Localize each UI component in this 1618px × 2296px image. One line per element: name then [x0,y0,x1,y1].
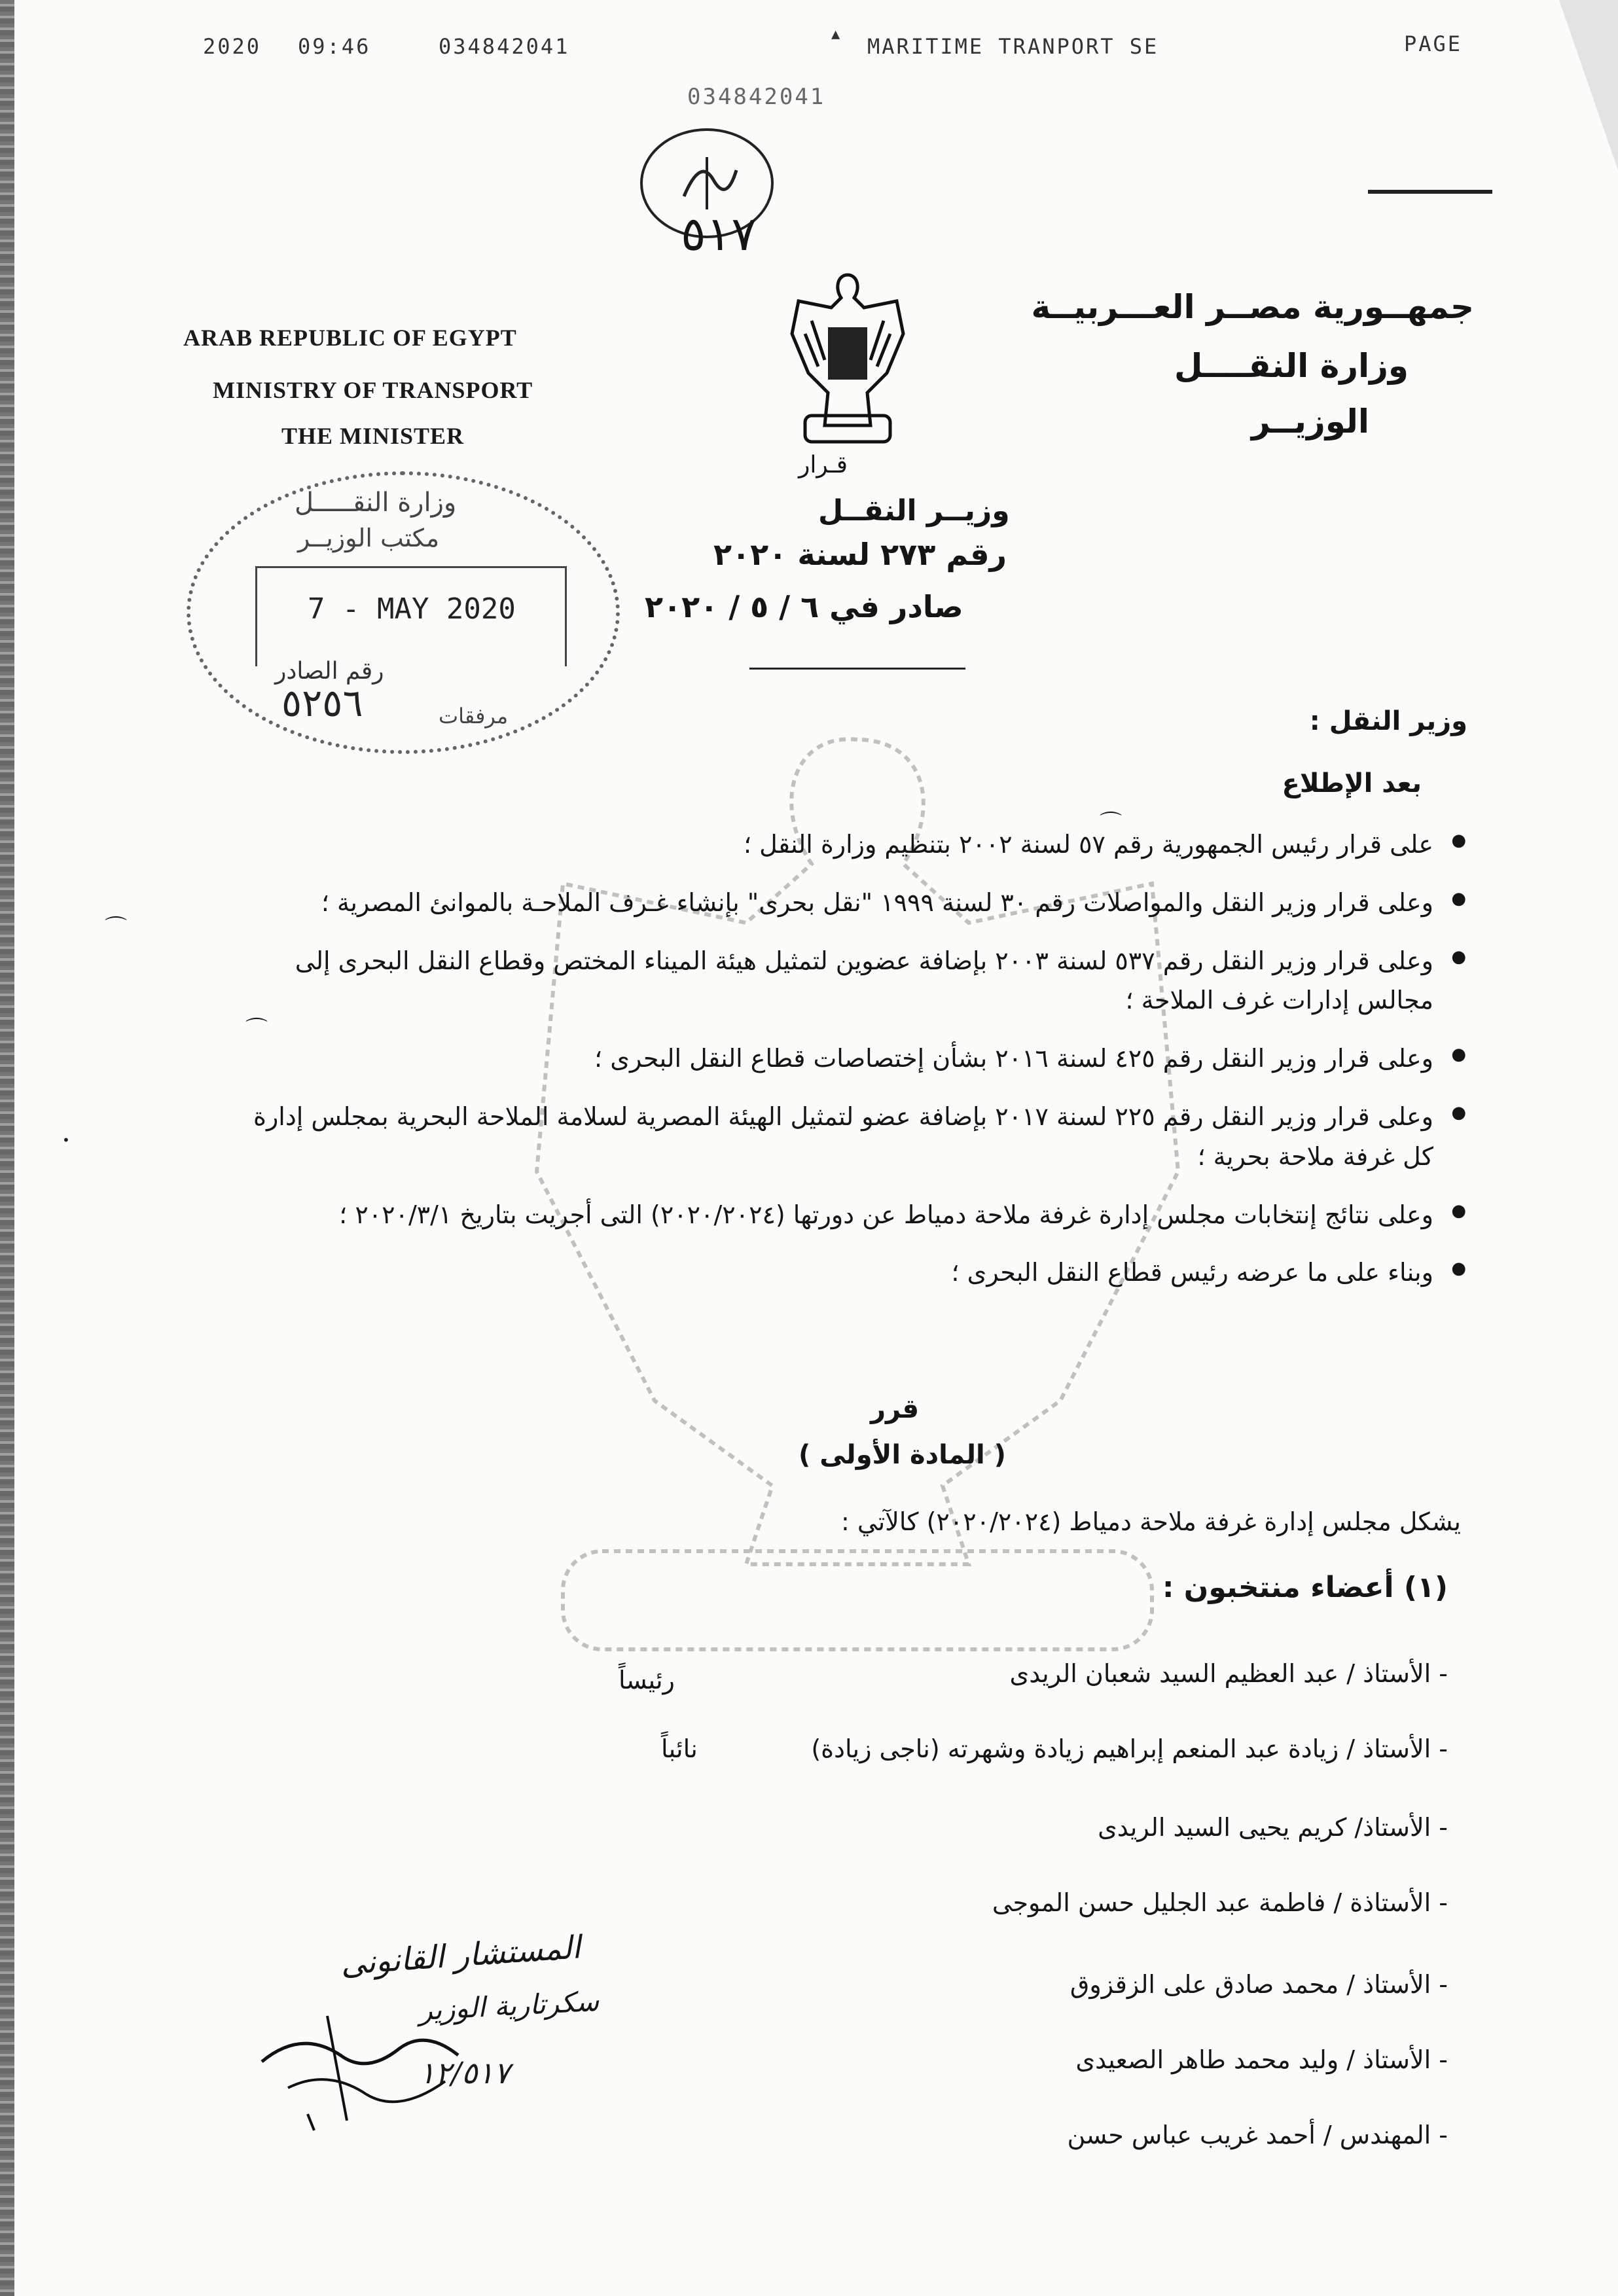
stamp-date: 7 - MAY 2020 [308,592,516,626]
fax-time: 09:46 [298,34,371,59]
eagle-emblem-icon [772,262,923,458]
handwritten-signature [249,1990,484,2134]
fax-number-secondary: 034842041 [687,84,826,110]
body-after-review: بعد الإطلاع [1282,768,1422,798]
review-item: ● وعلى قرار وزير النقل رقم ٤٢٥ لسنة ٢٠١٦ بشأن إختصاصات قطاع النقل البحرى ؛ [249,1039,1466,1079]
review-item: ● على قرار رئيس الجمهورية رقم ٥٧ لسنة ٢٠٠٢ بتنظيم وزارة النقل ؛ [249,825,1466,865]
stamp-out-label: رقم الصادر [275,658,384,685]
letterhead-en-ministry: MINISTRY OF TRANSPORT [213,377,533,403]
article-one-heading: ( المادة الأولى ) [799,1440,1006,1470]
member-name: - الأستاذ / محمد صادق على الزقزوق [1070,1970,1448,1999]
member-role: رئيساً [619,1666,675,1695]
fax-page-label: PAGE [1404,31,1463,56]
review-item: ● وعلى قرار وزير النقل والمواصلات رقم ٣٠ لسنة ١٩٩٩ "نقل بحرى" بإنشاء غـرف الملاحـة بالموانئ المصرية ؛ [249,883,1466,923]
review-item: ● وعلى قرار وزير النقل رقم ٥٣٧ لسنة ٢٠٠٣ بإضافة عضوين لتمثيل هيئة الميناء المختص وقطاع النقل البحرى إلى مجالس إدارات غرف الملاحة ؛ [249,941,1466,1021]
signature-secretariat: سكرتارية الوزير [418,1984,600,2027]
margin-mark: ⌒ [245,1016,268,1043]
triangle-icon: ▲ [831,26,842,43]
top-rule [1368,190,1492,194]
member-name: - الأستاذ / زيادة عبد المنعم إبراهيم زيادة وشهرته (ناجى زيادة) [811,1734,1448,1763]
stamp-attachments: مرفقات [439,704,509,728]
margin-mark: ⌒ [1100,810,1122,836]
margin-mark: • [62,1132,70,1148]
member-name: - الأستاذ / عبد العظيم السيد شعبان الريدى [1009,1659,1448,1688]
signature-number: ١٢/٥١٧ [419,2055,511,2090]
formation-text: يشكل مجلس إدارة غرفة ملاحة دمياط (٢٠٢٠/٢٠٢٤) كالآتي : [841,1507,1461,1536]
fax-sender: MARITIME TRANPORT SE [867,34,1159,59]
review-item: ● وعلى قرار وزير النقل رقم ٢٢٥ لسنة ٢٠١٧ بإضافة عضو لتمثيل الهيئة المصرية لسلامة الملاحة البحرية بمجلس إدارة كل غرفة ملاحة بحرية ؛ [249,1097,1466,1177]
page-corner-fold [1559,0,1618,170]
handwritten-number: ٥١٧ [681,206,757,261]
fax-date: 2020 [203,34,262,59]
member-name: - الأستاذ / وليد محمد طاهر الصعيدى [1075,2045,1448,2074]
body-minister-line: وزير النقل : [1309,706,1467,736]
decree-date: صادر في ٦ / ٥ / ٢٠٢٠ [645,589,963,624]
elected-members-heading: (١) أعضاء منتخبون : [1162,1571,1448,1604]
member-name: - الأستاذة / فاطمة عبد الجليل حسن الموجى [992,1888,1448,1917]
decree-number: رقم ٢٧٣ لسنة ٢٠٢٠ [713,537,1007,572]
decree-underline [749,668,965,670]
member-role: نائباً [661,1734,698,1763]
stamp-out-number: ٥٢٥٦ [281,681,363,725]
emblem-label: قـرار [799,452,848,478]
decided-heading: قرر [871,1394,920,1424]
review-list [249,825,1466,1311]
letterhead-en-country: ARAB REPUBLIC OF EGYPT [183,325,517,351]
letterhead-ar-country: جمهــورية مصــر العـــربيــة [1031,288,1474,326]
decree-minister: وزيــر النقــل [818,494,1010,528]
review-item: ● وبناء على ما عرضه رئيس قطاع النقل البحرى ؛ [249,1253,1466,1293]
letterhead-ar-ministry: وزارة النقــــل [1174,347,1409,385]
fax-number: 034842041 [439,34,570,59]
member-name: - الأستاذ/ كريم يحيى السيد الريدى [1098,1813,1448,1842]
letterhead-en-minister: THE MINISTER [281,423,465,449]
margin-mark: ⌒ [105,915,127,941]
letterhead-ar-minister: الوزيــر [1251,403,1369,440]
stamp-office-text: مكتب الوزيــر [298,524,440,552]
member-name: - المهندس / أحمد غريب عباس حسن [1067,2121,1448,2149]
scan-edge [0,0,14,2296]
stamp-ministry-text: وزارة النقـــــل [295,488,457,518]
review-item: ● وعلى نتائج إنتخابات مجلس إدارة غرفة ملاحة دمياط عن دورتها (٢٠٢٠/٢٠٢٤) التى أجريت بتاريخ ٢٠٢٠/٣/١ ؛ [249,1195,1466,1235]
signature-legal-advisor: المستشار القانونى [339,1929,582,1982]
